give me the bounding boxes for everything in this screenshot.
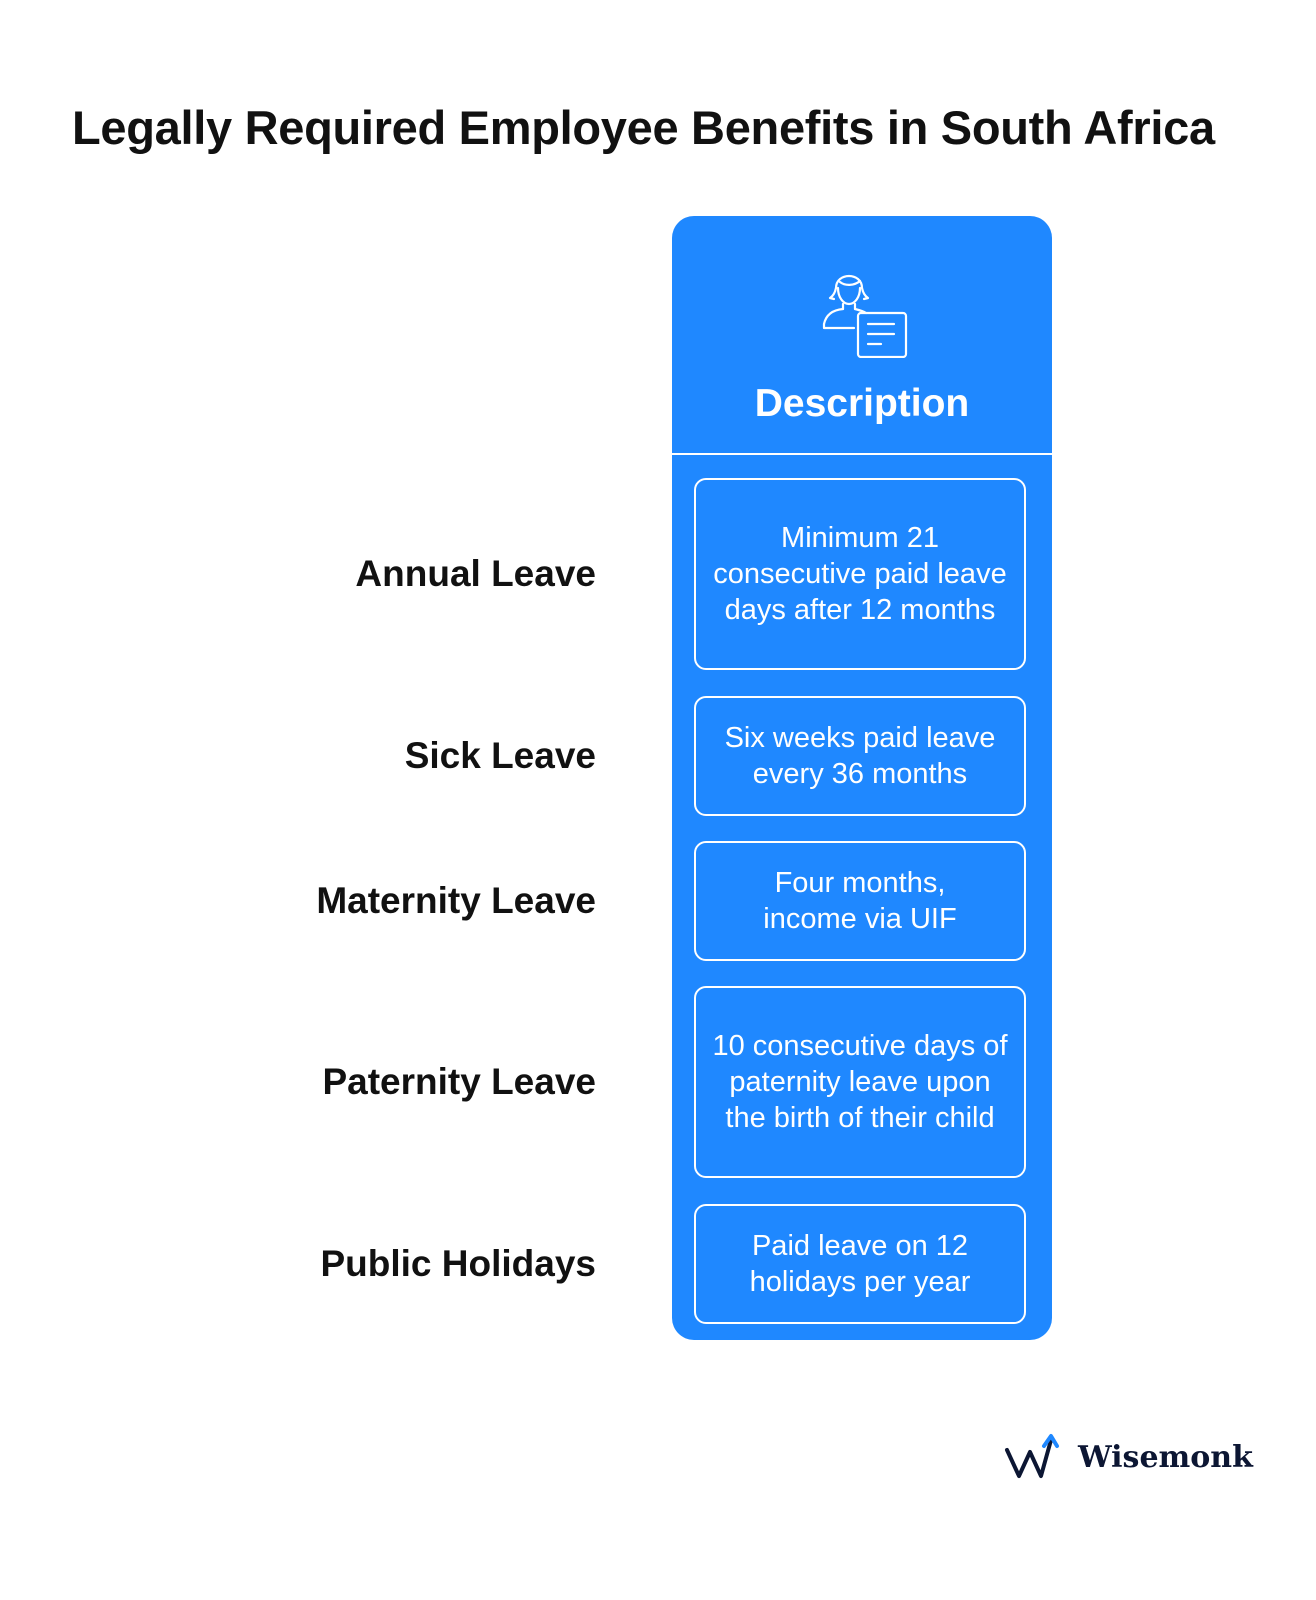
description-annual-leave: Minimum 21 consecutive paid leave days after 12 months bbox=[694, 478, 1026, 670]
column-header bbox=[672, 216, 1052, 454]
row-label-annual-leave: Annual Leave bbox=[355, 553, 596, 594]
page-title: Legally Required Employee Benefits in South Africa bbox=[72, 101, 1215, 154]
row-label-sick-leave: Sick Leave bbox=[404, 735, 596, 776]
row-label-paternity-leave: Paternity Leave bbox=[322, 1061, 596, 1102]
description-public-holidays: Paid leave on 12 holidays per year bbox=[694, 1204, 1026, 1324]
employee-document-icon bbox=[814, 262, 910, 358]
wisemonk-logo-icon bbox=[1004, 1432, 1064, 1482]
description-maternity-leave: Four months, income via UIF bbox=[694, 841, 1026, 961]
description-paternity-leave: 10 consecutive days of paternity leave upon the birth of their child bbox=[694, 986, 1026, 1178]
description-column bbox=[672, 216, 1052, 1340]
description-sick-leave: Six weeks paid leave every 36 months bbox=[694, 696, 1026, 816]
header-divider bbox=[672, 453, 1052, 455]
row-label-maternity-leave: Maternity Leave bbox=[316, 880, 596, 921]
brand-name: Wisemonk bbox=[1078, 1439, 1253, 1475]
row-label-public-holidays: Public Holidays bbox=[320, 1243, 596, 1284]
column-title: Description bbox=[754, 382, 970, 425]
brand-logo bbox=[1004, 1432, 1253, 1482]
